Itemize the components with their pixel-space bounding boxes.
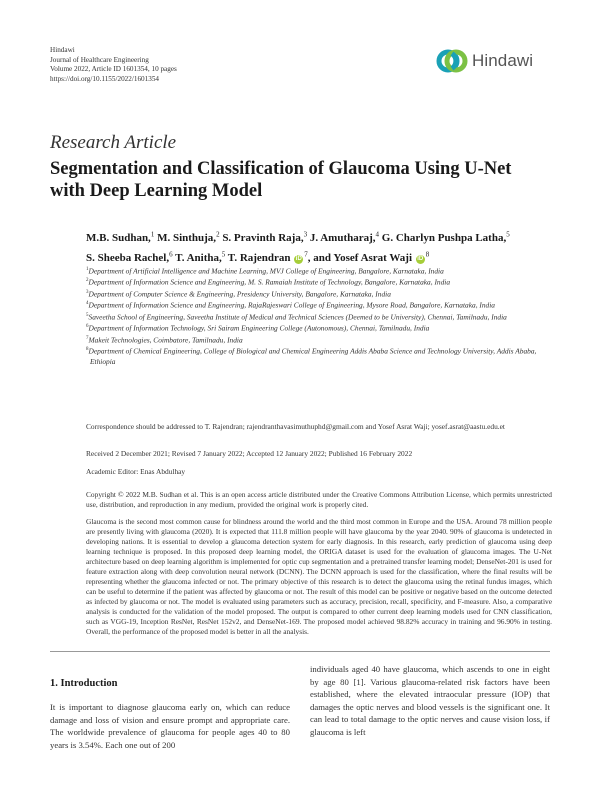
author[interactable]: S. Pravinth Raja,$^3$ <box>219 230 308 244</box>
hindawi-logo-text: Hindawi <box>472 51 534 70</box>
copyright-notice: Copyright © 2022 M.B. Sudhan et al. This is an open access article distributed under the Creative Commons Attribution License, which permits unrestricted use, distribution, and reproduction in any medium, provided the original work is properly cited. <box>86 490 552 509</box>
author[interactable]: T. Anitha,$^5$ <box>172 250 226 264</box>
section-divider <box>50 651 550 652</box>
affiliation: $^4$Department of Information Science and Engineering, RajaRajeswari College of Engineering, Mysore Road, Bangalore, Karnataka, India <box>86 300 495 310</box>
author[interactable]: S. Sheeba Rachel,$^6$ <box>86 250 173 264</box>
article-title: Segmentation and Classification of Glaucoma Using U-Net with Deep Learning Model <box>50 159 512 201</box>
affiliation: $^3$Department of Computer Science & Engineering, Presidency University, Bangalore, Karnataka, India <box>86 289 391 299</box>
author[interactable]: M. Sinthuja,$^2$ <box>154 230 220 244</box>
journal-info <box>50 46 177 84</box>
abstract-block <box>86 490 552 637</box>
publisher-name: Hindawi <box>50 46 75 54</box>
author-list <box>86 226 556 266</box>
hindawi-logo[interactable] <box>436 44 556 78</box>
academic-editor: Academic Editor: Enas Abdulhay <box>86 467 186 476</box>
author[interactable]: J. Amutharaj,$^4$ <box>307 230 380 244</box>
publication-dates: Received 2 December 2021; Revised 7 January 2022; Accepted 12 January 2022; Published 16 February 2022 <box>86 449 413 458</box>
intro-column-left: It is important to diagnose glaucoma early on, which can reduce damage and loss of vision and ensure prompt and appropriate care. The worldwide prevalence of glaucoma for people ages 40 to 80 years is 3.54%. Each one out of 200 <box>50 702 290 750</box>
author[interactable]: M.B. Sudhan,$^1$ <box>86 230 155 244</box>
affiliation: $^5$Saveetha School of Engineering, Saveetha Institute of Medical and Technical Sciences (Deemed to be University), Chennai, Tamilnadu, India <box>86 312 507 322</box>
orcid-icon[interactable]: iD <box>417 255 424 262</box>
affiliation: $^2$Department of Information Science and Engineering, M. S. Ramaiah Institute of Technology, Bangalore, Karnataka, India <box>86 277 451 287</box>
affiliation: $^8$Department of Chemical Engineering, College of Biological and Chemical Engineering Addis Ababa Science and Technology University, Addis Ababa, Ethiopia <box>86 346 537 366</box>
author[interactable]: T. Rajendran $iD^7$, <box>225 250 311 264</box>
journal-name: Journal of Healthcare Engineering <box>50 55 149 64</box>
author[interactable]: G. Charlyn Pushpa Latha,$^5$ <box>379 230 510 244</box>
journal-doi[interactable]: https://doi.org/10.1155/2022/1601354 <box>50 74 160 83</box>
correspondence: Correspondence should be addressed to T. Rajendran; rajendranthavasimuthuphd@gmail.com and Yosef Asrat Waji; yosef.asrat@aastu.edu.et <box>86 422 505 431</box>
intro-column-right: individuals aged 40 have glaucoma, which ascends to one in eight by age 80 [1]. Various glaucoma-related risk factors have been established, where the elevated intraocular pressure (IOP) that damages the optic nerves and blood vessels is the significant one. It can lead to total damage to the optic nerves and cause vision loss, if glaucoma is left <box>310 664 550 737</box>
section-heading: 1. Introduction <box>50 678 118 689</box>
abstract-text: Glaucoma is the second most common cause for blindness around the world and the third most common in Europe and the USA. Around 78 million people are presently living with glaucoma (2020). It is expected that 111.8 million people will have glaucoma by the year 2040. 90% of glaucoma is undetected in developing nations. It is essential to develop a glaucoma detection system for early diagnosis. In this research, early prediction of glaucoma using deep learning technique is proposed. In this proposed deep learning model, the ORIGA dataset is used for the evaluation of glaucoma images. The U-Net architecture based on deep learning algorithm is implemented for optic cup segmentation and a pretrained transfer learning model; DenseNet-201 is used for feature extraction along with deep convolution neural network (DCNN). The DCNN approach is used for the classification, where the final results will be representing whether the glaucoma infected or not. The primary objective of this research is to detect the glaucoma using the retinal fundus images, which can be useful to determine if the patient was affected by glaucoma or not. The result of this model can be positive or negative based on the outcome detected as infected by glaucoma or not. The model is evaluated using parameters such as accuracy, precision, recall, specificity, and F-measure. Also, a comparative analysis is conducted for the validation of the model proposed. The output is compared to other current deep learning models used for CNN classification, such as VGG-19, Inception ResNet, ResNet 152v2, and DenseNet-169. The proposed model achieved 98.82% accuracy in training and 96.90% in testing. Overall, the performance of the proposed model is better in all the analysis. <box>86 517 552 636</box>
journal-volume: Volume 2022, Article ID 1601354, 10 pages <box>50 65 177 74</box>
affiliation: $^7$Makeit Technologies, Coimbatore, Tamilnadu, India <box>86 335 243 345</box>
author[interactable]: and Yosef Asrat Waji $iD^8$ <box>310 250 430 264</box>
affiliation: $^6$Department of Information Technology, Sri Sairam Engineering College (Autonomous), Chennai, Tamilnadu, India <box>86 323 430 333</box>
affiliations <box>86 265 546 367</box>
hindawi-logo-icon <box>436 45 468 77</box>
article-type: Research Article <box>50 132 177 153</box>
affiliation: $^1$Department of Artificial Intelligence and Machine Learning, MVJ College of Engineering, Bangalore, Karnataka, India <box>86 266 444 276</box>
orcid-icon[interactable]: iD <box>295 255 302 262</box>
